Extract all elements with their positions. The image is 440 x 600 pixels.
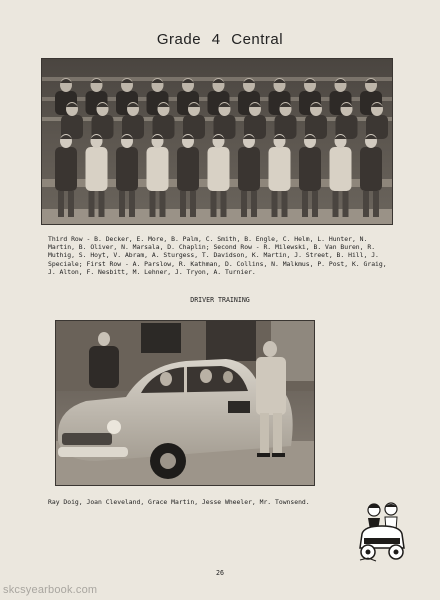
- page-title: Grade 4 Central: [156, 31, 284, 48]
- page-number: 26: [216, 569, 224, 577]
- driver-training-heading: DRIVER TRAINING: [190, 296, 250, 304]
- car-cartoon-illustration: [358, 500, 406, 566]
- class-photo-caption: Third Row - B. Decker, E. More, B. Palm, C. Smith, B. Engle, C. Helm, L. Hunter, N. Martin, B. Oliver, N. Marsala, D. Chaplin; Second Row - R. Milewski, B. Van Buren, R. Muthig, S. Hoyt, V. Abram, A. Sturgess, T. Davidson, K. Martin, J. Street, B. Hill, J. Speciale; First Row - A. Parslow, R. Kathman, D. Collins, N. Malkmus, P. Post, K. Graig, J. Alton, F. Nesbitt, M. Lehner, J. Tryon, A. Turnier.: [48, 235, 391, 276]
- driver-training-caption: Ray Doig, Joan Cleveland, Grace Martin, Jesse Wheeler, Mr. Townsend.: [48, 498, 310, 506]
- watermark: skcsyearbook.com: [3, 584, 98, 596]
- driver-training-photo: [55, 320, 315, 486]
- class-group-photo: [41, 58, 393, 225]
